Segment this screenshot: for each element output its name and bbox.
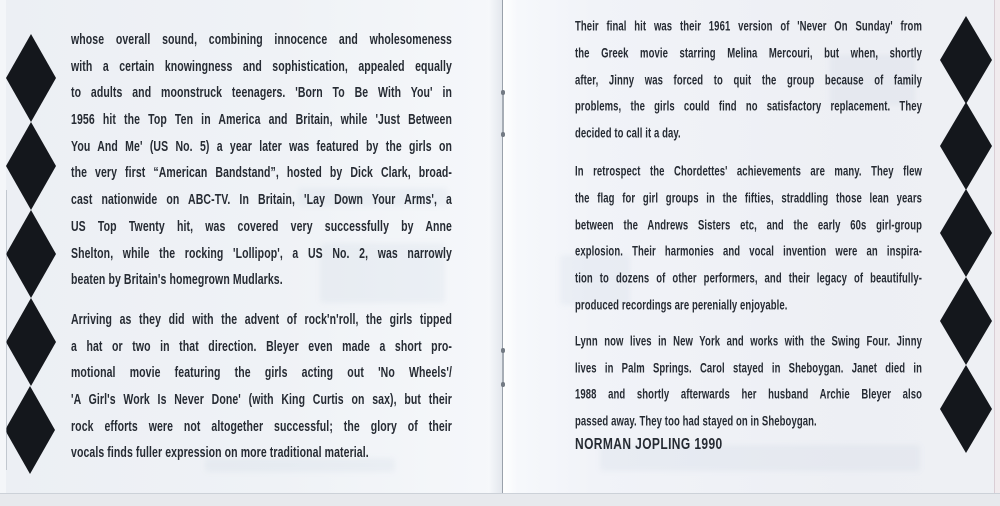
paragraph — [575, 15, 922, 149]
scan-bed-edge — [0, 493, 1000, 506]
text-line: problems, the girls could find no satisfactory replacement. They — [575, 99, 922, 116]
text-line: Arriving as they did with the advent of rock'n'roll, the girls tipped — [71, 311, 452, 329]
text-line: Their final hit was their 1961 version of 'Never On Sunday' from — [575, 19, 922, 36]
text-line: passed away. They too had stayed on in Sheboygan. — [575, 414, 817, 431]
text-line: explosion. Their harmonies and vocal invention were an inspira- — [575, 244, 922, 261]
text-line: the flag for girl groups in the fifties, straddling those lean years — [575, 190, 922, 207]
text-line: You And Me' (US No. 5) a year later was featured by the girls on — [71, 138, 452, 155]
text-line: 'A Girl's Work Is Never Done' (with King Curtis on sax), but their — [71, 391, 452, 409]
text-line: a hat or two in that direction. Bleyer even made a short pro- — [71, 338, 452, 355]
text-line: between the Andrews Sisters etc, and the early 60s girl-group — [575, 217, 922, 234]
scan-edge-left-line — [6, 190, 7, 470]
staple — [502, 92, 504, 135]
staple — [502, 350, 504, 385]
text-line: whose overall sound, combining innocence and wholesomeness — [71, 31, 452, 49]
text-line: 1956 hit the Top Ten in America and Britain, while 'Just Between — [71, 111, 452, 129]
booklet-fold-shadow — [489, 0, 502, 493]
text-line: US Top Twenty hit, was covered very successfully by Anne — [71, 218, 452, 235]
text-line: motional movie featuring the girls acting out 'No Wheels'/ — [71, 364, 452, 382]
right-page-text — [575, 15, 922, 458]
author-byline: NORMAN JOPLING 1990 — [575, 434, 723, 453]
text-line: decided to call it a day. — [575, 126, 681, 143]
text-line: after, Jinny was forced to quit the group because of family — [575, 72, 922, 89]
scan-edge-right — [994, 0, 1000, 493]
text-line: beaten by Britain's homegrown Mudlarks. — [71, 271, 283, 289]
text-line: the very first “American Bandstand”, hosted by Dick Clark, broad- — [71, 165, 452, 182]
text-line: the Greek movie starring Melina Mercouri, but when, shortly — [575, 45, 922, 62]
paragraph — [575, 330, 922, 437]
text-line: Lynn now lives in New York and works with the Swing Four. Jinny — [575, 333, 922, 350]
paragraph — [71, 27, 452, 294]
text-line: with a certain knowingness and sophistication, appealed equally — [71, 58, 452, 75]
text-line: produced recordings are perenially enjoyable. — [575, 298, 788, 315]
text-line: Shelton, while the rocking 'Lollipop', a US No. 2, was narrowly — [71, 245, 452, 262]
text-line: lives in Palm Springs. Carol stayed in Sheboygan. Janet died in — [575, 360, 922, 377]
paragraph — [575, 160, 922, 321]
text-line: to adults and moonstruck teenagers. 'Born To Be With You' in — [71, 84, 452, 102]
text-line: In retrospect the Chordettes' achievements are many. They flew — [575, 164, 922, 181]
paragraph — [71, 307, 452, 467]
booklet-fold-highlight — [503, 0, 518, 493]
text-line: rock efforts were not altogether successful; the glory of their — [71, 418, 452, 435]
text-line: vocals finds fuller expression on more traditional material. — [71, 444, 369, 462]
left-page-text — [71, 27, 452, 467]
text-line: cast nationwide on ABC-TV. In Britain, 'Lay Down Your Arms', a — [71, 191, 452, 209]
text-line: 1988 and shortly afterwards her husband Archie Bleyer also — [575, 387, 922, 404]
text-line: tion to dozens of other performers, and their legacy of beautifully- — [575, 271, 922, 288]
